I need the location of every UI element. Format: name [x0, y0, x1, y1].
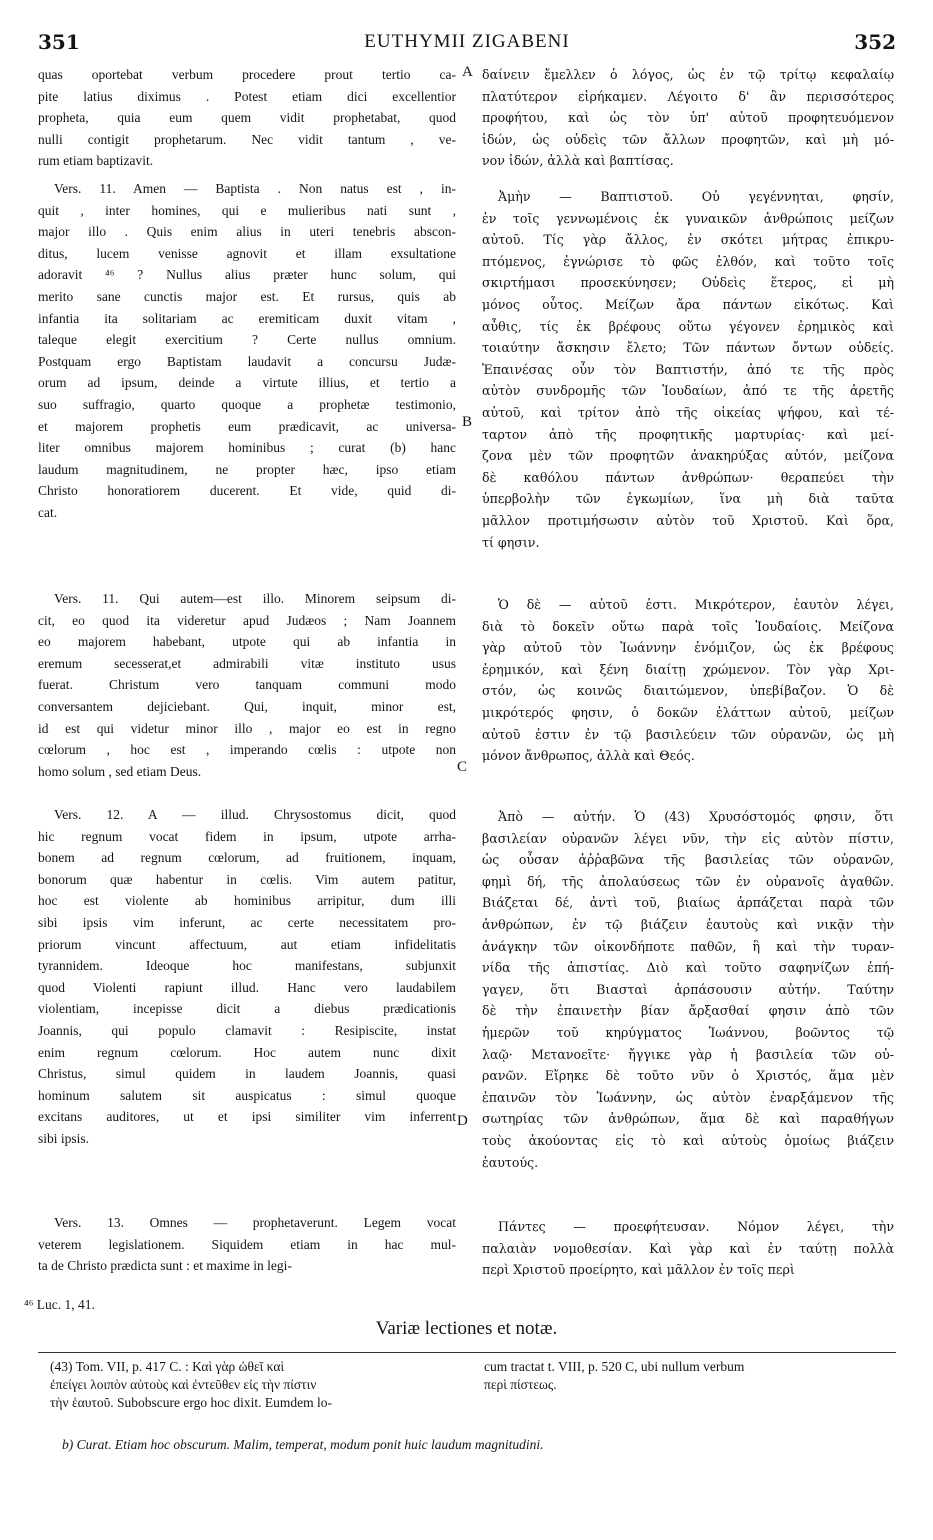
note-line: τὴν ἑαυτοῦ. Subobscure ergo hoc dixit. Eumdem lo-	[50, 1395, 332, 1410]
greek-line: Ἀπὸ — αὐτήν. Ὁ (43) Χρυσόστομός φησιν, ὅτι	[498, 809, 894, 824]
greek-line: Πάντες — προεφήτευσαν. Νόμον λέγει, τὴν	[498, 1219, 894, 1234]
greek-line: ἀνθρώπων, ἐν τῷ βιάζειν ἑαυτοὺς καὶ νικᾷν τὴν	[482, 916, 894, 932]
latin-line: bonem ad regnum cœlorum, ad fruitionem, inquam,	[38, 850, 456, 866]
latin-paragraph-2	[38, 178, 456, 524]
greek-line: μόνος οὗτος. Μείζων ἄρα πάντων εἰκότως. Καὶ	[482, 296, 894, 312]
greek-line: μόνον ἄνθρωπος, ἀλλὰ καὶ Θεός.	[482, 748, 695, 764]
greek-line: γαγεν, ὅτι Βιασταὶ ἁρπάσουσιν αὐτήν. Ταύτην	[482, 981, 894, 997]
latin-line: rum etiam baptizavit.	[38, 153, 154, 169]
greek-line: πλατύτερον εἰρήκαμεν. Λέγοιτο δ' ἂν περισσότερος	[482, 88, 894, 104]
latin-line: sibi ipsis.	[38, 1130, 90, 1146]
latin-line: id est qui videtur minor illo , major eo est in regno	[38, 720, 456, 736]
column-marker-c: C	[457, 759, 468, 775]
greek-line: ἡμερῶν τοῦ κηρύγματος Ἰωάννου, βοῶντος τῷ	[482, 1024, 894, 1040]
latin-line: priorum vincunt affectuum, aut etiam infidelitatis	[38, 936, 456, 952]
page-header	[38, 30, 896, 58]
note-line: cum tractat t. VIII, p. 520 C, ubi nullum verbum	[484, 1359, 745, 1374]
greek-line: ὑπερβολὴν τῶν ἐγκωμίων, ἵνα μὴ διὰ ταῦτα	[482, 491, 894, 507]
greek-paragraph-3	[482, 594, 894, 767]
greek-line: Ὁ δὲ — αὐτοῦ ἐστι. Μικρότερον, ἑαυτὸν λέγει,	[498, 597, 894, 612]
greek-paragraph-1	[482, 64, 894, 172]
latin-line: quit , inter homines, qui e mulieribus nati sunt ,	[38, 202, 456, 218]
greek-line: σωτηρίας τῶν ἀνθρώπων, ἅμα δὲ καὶ παραθήγων	[482, 1111, 894, 1127]
greek-line: ἀνάγκην τῶν οἰκονδήποτε παθῶν, ἢ καὶ τὴν τυραν-	[482, 938, 894, 954]
latin-line: hominum salutem sit auspicatus : simul quoque	[38, 1087, 456, 1103]
note-b: b) Curat. Etiam hoc obscurum. Malim, temperat, modum ponit huic laudum magnitudini.	[62, 1437, 544, 1452]
latin-line: propheta, quia eum quem vidit prophetabat, quod	[38, 110, 456, 126]
latin-line: Vers. 12. A — illud. Chrysostomus dicit, quod	[54, 807, 456, 822]
greek-line: ταρτον ἀπὸ τῆς προφητικῆς μαρτυρίας· καὶ μεί-	[482, 426, 894, 442]
latin-line: orum ad ipsum, deinde a virtute illius, et tertio a	[38, 375, 456, 391]
greek-line: Ἐπαινέσας οὖν τὸν Βαπτιστήν, ἀπό τε τῆς πρὸς	[482, 361, 894, 377]
greek-line: ἐπαινῶν τὸν Ἰωάννην, ὡς αὐτὸν ἐναρξάμενον τῆς	[482, 1089, 894, 1105]
column-marker-b: B	[462, 414, 473, 430]
latin-line: pite latius diximus . Potest etiam dici excellentior	[38, 88, 456, 104]
latin-paragraph-5	[38, 1212, 456, 1277]
latin-line: violentiam, incepisse dicit a diebus prædicationis	[38, 1001, 456, 1017]
latin-line: et majorem prophetis eum prædicavit, ac universa-	[38, 418, 456, 434]
latin-line: bonorum quæ habentur in cœlis. Vim autem patitur,	[38, 871, 456, 887]
greek-line: τοὺς ἀκούοντας εἰς τὸ καὶ αὐτοὺς ὁμοίως βιάζειν	[482, 1132, 894, 1148]
note-line: περὶ πίστεως.	[484, 1377, 557, 1392]
latin-line: hoc est violente ab hominibus arripitur, dum illi	[38, 893, 456, 909]
greek-line: δαίνειν ἔμελλεν ὁ λόγος, ὡς ἐν τῷ τρίτῳ κεφαλαίῳ	[482, 67, 894, 82]
latin-line: suo suffragio, quarto quoque a prophetæ testimonio,	[38, 396, 456, 412]
note-line: (43) Tom. VII, p. 417 C. : Καὶ γὰρ ὠθεῖ καὶ	[50, 1359, 285, 1374]
latin-paragraph-4	[38, 804, 456, 1150]
greek-line: δὲ τὴν ἐπαινετὴν βίαν ἄρξασθαί φησιν ἀπὸ τῶν	[482, 1003, 894, 1019]
greek-line: μᾶλλον προτιμήσωσιν αὐτὸν τοῦ Χριστοῦ. Καὶ ὅρα,	[482, 512, 894, 528]
greek-line: ἑαυτούς.	[482, 1154, 539, 1170]
latin-line: Vers. 13. Omnes — prophetaverunt. Legem vocat	[54, 1215, 456, 1230]
greek-line: Βιάζεται δέ, ἀντὶ τοῦ, βιαίως ἁρπάζεται παρὰ τῶν	[482, 895, 894, 911]
greek-line: ὡς οὖσαν ἀῤῥαβῶνα τῆς βασιλείας τῶν οὐρανῶν,	[482, 852, 894, 868]
running-title: EUTHYMII ZIGABENI	[364, 31, 570, 52]
latin-line: Christus, simul quidem in laudem Joannis, quasi	[38, 1066, 456, 1082]
latin-line: nulli contigit prophetarum. Nec vidit tantum , ve-	[38, 131, 456, 147]
greek-line: νίδα τῆς ἀπιστίας. Διὸ καὶ τοῦτο σαφηνίζων ἐπή-	[482, 960, 894, 976]
greek-line: νον ἰδών, ἀλλὰ καὶ βαπτίσας.	[482, 153, 674, 169]
greek-line: λαῷ· Μετανοεῖτε· ἤγγικε γὰρ ἡ βασιλεία τῶν οὐ-	[482, 1046, 894, 1062]
latin-line: quas oportebat verbum procedere prout tertio ca-	[38, 67, 456, 82]
column-marker-d: D	[457, 1113, 468, 1129]
greek-line: ρανῶν. Εἴρηκε δὲ τοῦτο νῦν ὁ Χριστός, ἅμα μὲν	[482, 1068, 894, 1084]
latin-line: fuerat. Christum vero tanquam communi modo	[38, 677, 456, 693]
greek-line: σκιρτήμασι προσεκύνησεν; Οὐδεὶς ἕτερος, εἰ μὴ	[482, 275, 894, 291]
latin-line: cœlorum , hoc est , imperando cœlis : utpote non	[38, 742, 456, 758]
latin-line: laudum magnitudinem, ne propter hæc, ipso etiam	[38, 461, 456, 477]
latin-line: quod Violenti rapiunt illud. Hanc vero laudabilem	[38, 979, 456, 995]
latin-line: Vers. 11. Qui autem—est illo. Minorem seipsum di-	[54, 591, 456, 606]
greek-line: παλαιὰν νομοθεσίαν. Καὶ γὰρ καὶ ἐν ταύτῃ πολλὰ	[482, 1240, 894, 1256]
latin-line: Christo honoratiorem ducerent. Et vide, quid di-	[38, 483, 456, 499]
latin-line: conversantem dejiciebant. Qui, inquit, minor est,	[38, 698, 456, 714]
latin-line: cit, eo quod ita videretur apud Judæos ; Nam Joannem	[38, 612, 456, 628]
latin-line: Postquam ergo Baptistam laudavit a concursu Judæ-	[38, 353, 456, 369]
greek-line: φημὶ δή, τῆς ἀπολαύσεως τῶν ἐν οὐρανοῖς ἀγαθῶν.	[482, 873, 894, 889]
greek-line: δὲ καθόλου πάντων ἀνθρώπων· θεραπεύει τὴν	[482, 469, 894, 485]
greek-paragraph-2	[482, 186, 894, 553]
greek-line: αὖθις, τίς ἐκ βρέφους οὕτω γέγονεν ἐρημικὸς καὶ	[482, 318, 894, 334]
latin-line: veterem legislationem. Siquidem etiam in hac mul-	[38, 1236, 456, 1252]
latin-line: cat.	[38, 504, 58, 520]
latin-line: sibi ipsis vim inferunt, ac certe necessitatem pro-	[38, 914, 456, 930]
greek-line: Ἀμὴν — Βαπτιστοῦ. Οὐ γεγέννηται, φησίν,	[498, 189, 894, 204]
greek-line: πτόμενος, ἐγνώρισε τὸ φῶς ἐλθόν, καὶ τοῦτο τοῖς	[482, 253, 894, 269]
greek-line: ἐν τοῖς γεννωμένοις ἐκ γυναικῶν ἀνθρώποις μείζων	[482, 210, 894, 226]
latin-line: tyrannidem. Ideoque hoc manifestans, subjunxit	[38, 958, 456, 974]
latin-line: taleque elegit exercitium ? Certe nullus omnium.	[38, 332, 456, 348]
latin-line: Joannis, qui populo clamavit : Resipiscite, instat	[38, 1022, 456, 1038]
page-number-right: 352	[854, 30, 896, 54]
latin-line: Vers. 11. Amen — Baptista . Non natus est , in-	[54, 181, 456, 196]
note-43-left	[50, 1358, 460, 1412]
latin-line: excitans auditores, ut et ipsi similiter vim inferrent	[38, 1109, 456, 1125]
notes-title: Variæ lectiones et notæ.	[375, 1318, 558, 1339]
latin-line: homo solum , sed etiam Deus.	[38, 763, 202, 779]
greek-line: αὐτοῦ. Τίς γὰρ ἄλλος, ἐν σκότει μήτρας ἐπικρυ-	[482, 232, 894, 248]
latin-line: adoravit ⁴⁶ ? Nullus alius præter hunc solum, qui	[38, 267, 456, 283]
footnote-reference: ⁴⁶ Luc. 1, 41.	[24, 1297, 95, 1312]
latin-line: liter omnibus majorem hominibus ; curat (b) hanc	[38, 440, 456, 456]
latin-line: ditus, lucem venisse agnovit et illam exsultatione	[38, 245, 456, 261]
latin-line: eo majorem habebant, utpote qui ab infantia in	[38, 634, 456, 650]
greek-line: τί φησιν.	[482, 534, 540, 550]
greek-line: μικρότερός φησιν, ὁ δοκῶν ἐλάττων αὐτοῦ, μείζων	[482, 704, 894, 720]
greek-line: ἰδών, ὡς οὐδεὶς τῶν ἄλλων προφητῶν, καὶ μὴ μό-	[482, 131, 894, 147]
column-marker-a: A	[462, 64, 473, 80]
greek-line: στόν, ὡς κοινῶς διαιτώμενον, ὑπεβίβαζον. Ὁ δὲ	[482, 683, 894, 699]
latin-paragraph-3	[38, 588, 456, 782]
latin-line: merito sane cunctis major est. Et rursus, quis ab	[38, 288, 456, 304]
greek-line: βασιλείαν οὐρανῶν λέγει νῦν, τὴν εἰς αὐτὸν πίστιν,	[482, 830, 894, 846]
latin-line: hic regnum vocat fidem in ipsum, utpote arrha-	[38, 828, 456, 844]
latin-paragraph-1	[38, 64, 456, 172]
greek-line: αὐτὸν συνδρομῆς τῶν Ἰουδαίων, ἀπό τε τῆς ἀρετῆς	[482, 383, 894, 399]
notes-divider	[38, 1352, 896, 1353]
greek-line: διὰ τὸ δοκεῖν οὕτω παρὰ τοῖς Ἰουδαίοις. Μείζονα	[482, 618, 894, 634]
greek-line: ἐρημικόν, καὶ ξένη διαίτῃ χρώμενον. Τὸν γὰρ Χρι-	[482, 661, 894, 677]
latin-line: ta de Christo prædicta sunt : et maxime in legi-	[38, 1258, 292, 1274]
greek-line: προφήτου, καὶ ὡς τὸν ὑπ' αὐτοῦ προφητευόμενον	[482, 110, 894, 126]
greek-line: ζονα μὲν τῶν προφητῶν ἀνακηρύξας αὐτόν, μείζονα	[482, 448, 894, 464]
latin-line: major illo . Quis enim alius in uteri tenebris abscon-	[38, 224, 456, 240]
greek-paragraph-4	[482, 806, 894, 1173]
latin-line: infantia ita solitariam ac eremiticam duxit vitam ,	[38, 310, 456, 326]
note-43-right	[484, 1358, 894, 1394]
latin-line: enim regnum cœlorum. Hoc autem nunc dixit	[38, 1044, 456, 1060]
greek-paragraph-5	[482, 1216, 894, 1281]
greek-line: περὶ Χριστοῦ προείρητο, καὶ μᾶλλον ἐν τοῖς περὶ	[482, 1262, 795, 1278]
greek-line: τοιαύτην ἄσκησιν ἔλετο; Τῶν πάντων ὄντων οὐδείς.	[482, 340, 894, 356]
greek-line: γὰρ αὐτοῦ τὸν Ἰωάννην ἐνόμιζον, ὡς ἐκ βρέφους	[482, 640, 894, 656]
greek-line: αὐτοῦ ἐστιν ἐν τῷ βασιλεύειν τῶν οὐρανῶν, ὡς μὴ	[482, 726, 894, 742]
note-line: ἐπείγει λοιπὸν αὐτοὺς καὶ ἐντεῦθεν εἰς τὴν πίστιν	[50, 1377, 317, 1392]
greek-line: αὐτοῦ, καὶ τρίτον ἀπὸ τῆς οἰκείας ψήφου, καὶ τέ-	[482, 404, 894, 420]
latin-line: eremum secesserat,et admirabili vitæ instituto usus	[38, 655, 456, 671]
page-number-left: 351	[38, 30, 80, 54]
